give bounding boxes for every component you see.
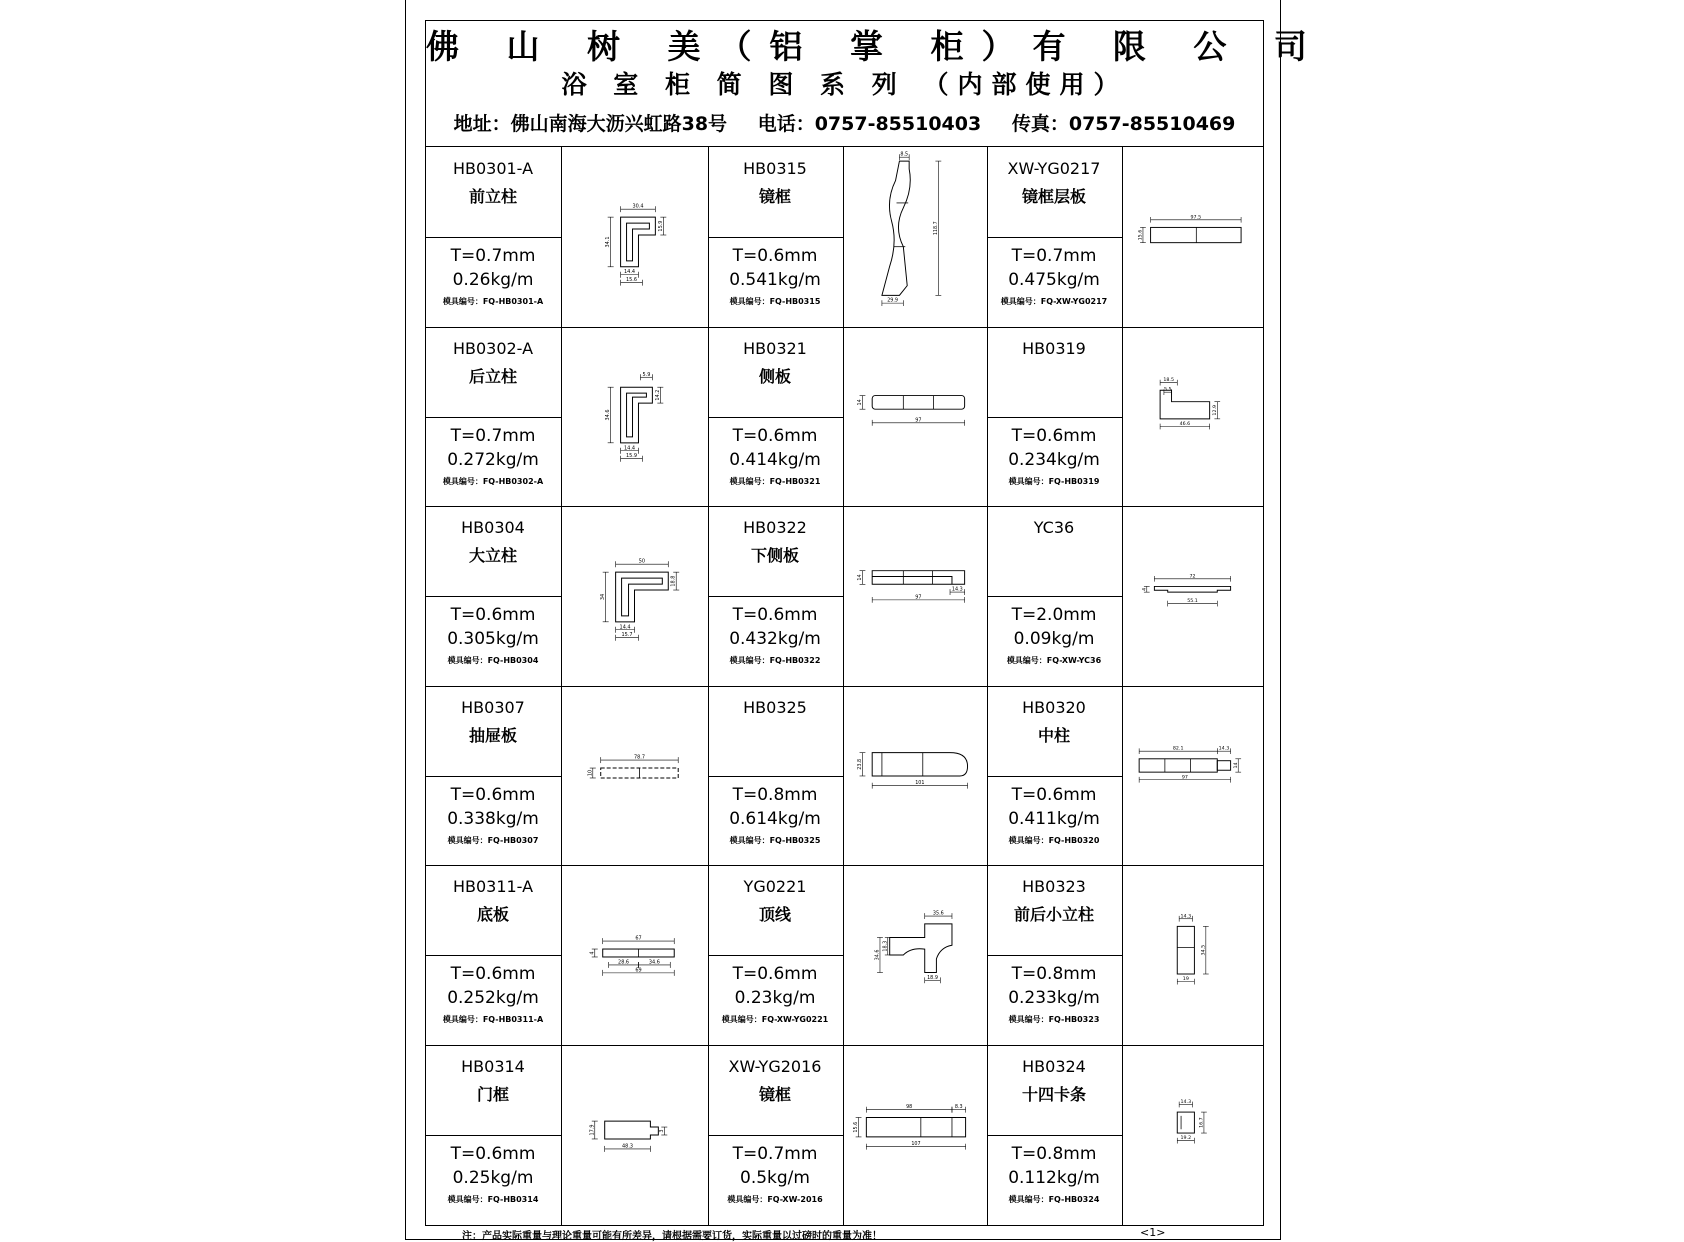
drawing-frame	[425, 20, 1325, 1226]
info-separator	[426, 237, 561, 238]
profile-name: 侧板	[758, 366, 791, 386]
dimension-label: 19	[1182, 977, 1189, 983]
profile-section-drawing	[843, 865, 987, 1043]
dimension-label: 3	[658, 1128, 665, 1133]
profile-thickness: T=0.6mm	[1011, 784, 1097, 805]
profile-thickness: T=0.6mm	[732, 425, 818, 446]
profile-weight: 0.614kg/m	[729, 808, 821, 829]
profile-code: HB0301-A	[452, 159, 534, 178]
profile-name: 前立柱	[468, 187, 517, 206]
profile-name: 底板	[476, 905, 509, 924]
dimension-label: 34.6	[605, 408, 612, 421]
dimension-label: 50	[638, 558, 646, 565]
mold-number: 模具编号：FQ-XW-YG0217	[1000, 297, 1108, 306]
mold-number: 模具编号：FQ-HB0301-A	[442, 297, 544, 306]
info-separator	[426, 776, 561, 777]
profile-section-drawing	[843, 147, 987, 325]
dimension-label: 18.8	[670, 575, 677, 587]
info-separator	[708, 776, 843, 777]
info-separator	[708, 237, 843, 238]
profile-code: HB0321	[743, 338, 807, 358]
footer-note: 注：产品实际重量与理论重量可能有所差异，请根据需要订货，实际重量以过磅时的重量为准！	[462, 1231, 882, 1242]
dimension-label: 82.1	[1172, 746, 1184, 752]
dimension-label: 67	[635, 935, 642, 942]
info-separator	[426, 417, 561, 418]
profile-thickness: T=0.7mm	[450, 246, 536, 266]
profile-weight: 0.112kg/m	[1008, 1167, 1100, 1188]
profile-section-drawing	[561, 506, 708, 684]
profile-thickness: T=0.7mm	[732, 1143, 818, 1164]
mold-number: 模具编号：FQ-HB0321	[729, 476, 821, 486]
profile-thickness: T=0.6mm	[732, 605, 818, 625]
mold-number: 模具编号：FQ-HB0325	[729, 835, 821, 845]
profile-weight: 0.26kg/m	[452, 270, 534, 290]
profile-weight: 0.09kg/m	[1013, 629, 1095, 649]
mold-number: 模具编号：FQ-HB0323	[1008, 1015, 1100, 1024]
mold-number: 模具编号：FQ-XW-YC36	[1006, 656, 1102, 665]
mold-number: 模具编号：FQ-HB0314	[447, 1194, 539, 1204]
info-separator	[987, 237, 1122, 238]
mold-number: 模具编号：FQ-HB0307	[447, 835, 539, 845]
profile-weight: 0.305kg/m	[447, 629, 539, 649]
dimension-label: 78.7	[633, 754, 645, 761]
mold-number: 模具编号：FQ-HB0319	[1008, 476, 1100, 486]
dimension-label: 14	[857, 398, 863, 405]
profile-section-drawing	[1122, 865, 1263, 1043]
profile-thickness: T=0.8mm	[1011, 964, 1097, 984]
profile-thickness: T=0.8mm	[1011, 1143, 1097, 1164]
profile-name: 抽屉板	[468, 725, 517, 745]
profile-thickness: T=0.6mm	[732, 964, 818, 984]
profile-section-drawing	[1122, 506, 1263, 684]
profile-section-drawing	[561, 1045, 708, 1223]
profile-name: 中柱	[1037, 725, 1070, 745]
profile-weight: 0.23kg/m	[734, 988, 816, 1008]
dimension-label: 30.4	[632, 203, 644, 210]
profile-section-drawing	[561, 327, 708, 505]
profile-code: HB0325	[743, 697, 807, 717]
dimension-label: 18.5	[1163, 377, 1174, 383]
profile-thickness: T=0.6mm	[450, 964, 536, 984]
profile-weight: 0.233kg/m	[1008, 988, 1100, 1008]
dimension-label: 4	[1142, 587, 1148, 591]
dimension-label: 72	[1189, 574, 1196, 580]
dimension-label: 101	[915, 779, 925, 786]
mold-number: 模具编号：FQ-XW-2016	[727, 1194, 823, 1204]
dimension-label: 97	[915, 416, 922, 423]
dimension-label: 5.5	[1163, 387, 1172, 393]
dimension-label: 97	[1181, 774, 1188, 780]
profile-thickness: T=0.6mm	[450, 605, 536, 625]
dimension-label: 4	[589, 951, 596, 955]
profile-name: 镜框层板	[1021, 187, 1086, 206]
profile-section-drawing	[561, 147, 708, 325]
profile-weight: 0.475kg/m	[1008, 270, 1100, 290]
profile-name: 下侧板	[750, 546, 799, 565]
mold-number: 模具编号：FQ-HB0320	[1008, 835, 1100, 845]
dimension-label: 34.1	[605, 236, 612, 248]
dimension-label: 34.6	[648, 959, 660, 966]
mold-number: 模具编号：FQ-HB0324	[1008, 1194, 1100, 1204]
dimension-label: 14	[1233, 761, 1239, 768]
dimension-label: 34.5	[1201, 944, 1207, 956]
mold-number: 模具编号：FQ-HB0304	[447, 656, 539, 665]
profile-section-drawing	[843, 686, 987, 864]
profile-thickness: T=0.8mm	[732, 784, 818, 805]
profile-weight: 0.25kg/m	[452, 1167, 534, 1188]
profile-thickness: T=0.6mm	[1011, 425, 1097, 446]
company-title: 佛 山 树 美（铝 掌 柜）有 限 公 司	[426, 27, 1325, 66]
info-separator	[426, 955, 561, 956]
fax-text: 传真：0757-85510469	[1011, 113, 1236, 135]
dimension-label: 23.8	[857, 758, 863, 770]
profile-code: HB0304	[461, 518, 525, 537]
dimension-label: 15.6	[626, 277, 638, 284]
profile-code: HB0311-A	[452, 877, 534, 896]
profile-name: 门框	[476, 1084, 509, 1104]
profile-name: 十四卡条	[1021, 1084, 1086, 1104]
mold-number: 模具编号：FQ-HB0302-A	[442, 476, 544, 486]
profile-weight: 0.541kg/m	[729, 270, 821, 290]
profile-weight: 0.5kg/m	[740, 1167, 810, 1188]
dimension-label: 18.3	[882, 940, 889, 952]
profile-code: HB0322	[743, 518, 807, 537]
dimension-label: 14	[857, 574, 863, 581]
info-separator	[987, 955, 1122, 956]
profile-weight: 0.432kg/m	[729, 629, 821, 649]
info-separator	[987, 596, 1122, 597]
dimension-label: 34	[600, 593, 607, 601]
dimension-label: 18.9	[927, 974, 938, 981]
address-text: 地址：佛山南海大沥兴虹路38号	[453, 113, 728, 135]
profile-code: YG0221	[743, 877, 807, 896]
dimension-label: 69	[635, 967, 642, 974]
profile-weight: 0.338kg/m	[447, 808, 539, 829]
dimension-label: 5.9	[642, 371, 651, 378]
dimension-label: 48.3	[622, 1142, 634, 1149]
dimension-label: 19.2	[1180, 1135, 1192, 1141]
dimension-label: 34.6	[874, 949, 881, 961]
info-separator	[708, 596, 843, 597]
profile-weight: 0.272kg/m	[447, 449, 539, 470]
profile-section-drawing	[1122, 147, 1263, 325]
profile-code: XW-YG0217	[1007, 159, 1101, 178]
title-block	[426, 21, 1325, 147]
dimension-label: 10	[587, 769, 594, 776]
dimension-label: 15.7	[621, 632, 633, 639]
info-separator	[987, 776, 1122, 777]
dimension-label: 15.9	[626, 452, 638, 459]
profile-code: HB0307	[461, 697, 525, 717]
profile-section-drawing	[561, 865, 708, 1043]
dimension-label: 14.3	[951, 586, 963, 593]
profile-weight: 0.414kg/m	[729, 449, 821, 470]
dimension-label: 16.7	[1199, 1116, 1205, 1128]
dimension-label: 46.6	[1179, 421, 1191, 427]
profile-weight: 0.411kg/m	[1008, 808, 1100, 829]
profile-name: 大立柱	[468, 546, 517, 565]
profile-code: YC36	[1033, 518, 1075, 537]
profile-thickness: T=0.7mm	[1011, 246, 1097, 266]
contact-line	[426, 111, 1263, 137]
profile-section-drawing	[1122, 1045, 1263, 1223]
profile-code: HB0315	[743, 159, 807, 178]
dimension-label: 97.5	[1190, 215, 1202, 221]
dimension-label: 14.4	[619, 624, 631, 631]
dimension-label: 55.1	[1187, 599, 1198, 605]
info-separator	[426, 596, 561, 597]
phone-text: 电话：0757-85510403	[757, 113, 982, 135]
dimension-label: 8.5	[900, 151, 909, 158]
profile-name: 前后小立柱	[1013, 905, 1094, 924]
profile-section-drawing	[843, 327, 987, 505]
dimension-label: 107	[911, 1140, 921, 1147]
profile-weight: 0.252kg/m	[447, 988, 539, 1008]
dimension-label: 98	[906, 1103, 913, 1110]
profile-name: 后立柱	[468, 366, 517, 386]
profile-code: HB0323	[1022, 877, 1086, 896]
profile-name: 顶线	[758, 905, 791, 924]
mold-number: 模具编号：FQ-XW-YG0221	[721, 1015, 829, 1024]
profile-section-drawing	[843, 1045, 987, 1223]
profile-thickness: T=0.6mm	[450, 1143, 536, 1164]
profile-code: HB0324	[1022, 1056, 1086, 1076]
dimension-label: 8.3	[954, 1103, 963, 1110]
dimension-label: 14.4	[624, 269, 636, 276]
info-separator	[426, 1135, 561, 1136]
dimension-label: 14.2	[654, 389, 661, 401]
profile-section-drawing	[1122, 327, 1263, 505]
page-number: <1>	[1140, 1226, 1166, 1239]
dimension-label: 14.3	[1180, 1099, 1192, 1105]
info-separator	[708, 1135, 843, 1136]
profile-thickness: T=2.0mm	[1011, 605, 1097, 625]
dimension-label: 17.9	[589, 1124, 596, 1136]
profile-code: HB0314	[461, 1056, 525, 1076]
profile-thickness: T=0.6mm	[450, 784, 536, 805]
profile-name: 镜框	[758, 1084, 791, 1104]
series-subtitle: 浴 室 柜 简 图 系 列 （内部使用）	[561, 70, 1128, 99]
profile-code: HB0319	[1022, 338, 1086, 358]
profile-section-drawing	[843, 506, 987, 684]
profile-code: HB0320	[1022, 697, 1086, 717]
info-separator	[987, 1135, 1122, 1136]
dimension-label: 15.9	[657, 220, 664, 232]
profile-name: 镜框	[758, 187, 791, 206]
dimension-label: 12.9	[1212, 404, 1218, 416]
dimension-label: 35.6	[932, 910, 944, 917]
profile-section-drawing	[1122, 686, 1263, 864]
profile-code: HB0302-A	[452, 338, 534, 358]
info-separator	[708, 955, 843, 956]
dimension-label: 14.4	[624, 444, 636, 451]
dimension-label: 29.9	[887, 297, 899, 304]
profile-thickness: T=0.7mm	[450, 425, 536, 446]
dimension-label: 118.7	[932, 221, 939, 236]
profile-thickness: T=0.6mm	[732, 246, 818, 266]
dimension-label: 15.6	[853, 1121, 860, 1133]
profile-code: XW-YG2016	[728, 1056, 822, 1076]
info-separator	[987, 417, 1122, 418]
dimension-label: 28.6	[618, 959, 630, 966]
info-separator	[708, 417, 843, 418]
dimension-label: 14.3	[1218, 746, 1230, 752]
profile-weight: 0.234kg/m	[1008, 449, 1100, 470]
dimension-label: 15.6	[1138, 229, 1144, 241]
mold-number: 模具编号：FQ-HB0315	[729, 297, 821, 306]
mold-number: 模具编号：FQ-HB0311-A	[442, 1015, 544, 1024]
profile-section-drawing	[561, 686, 708, 864]
dimension-label: 14.3	[1180, 914, 1192, 920]
mold-number: 模具编号：FQ-HB0322	[729, 656, 821, 665]
dimension-label: 97	[915, 594, 922, 601]
